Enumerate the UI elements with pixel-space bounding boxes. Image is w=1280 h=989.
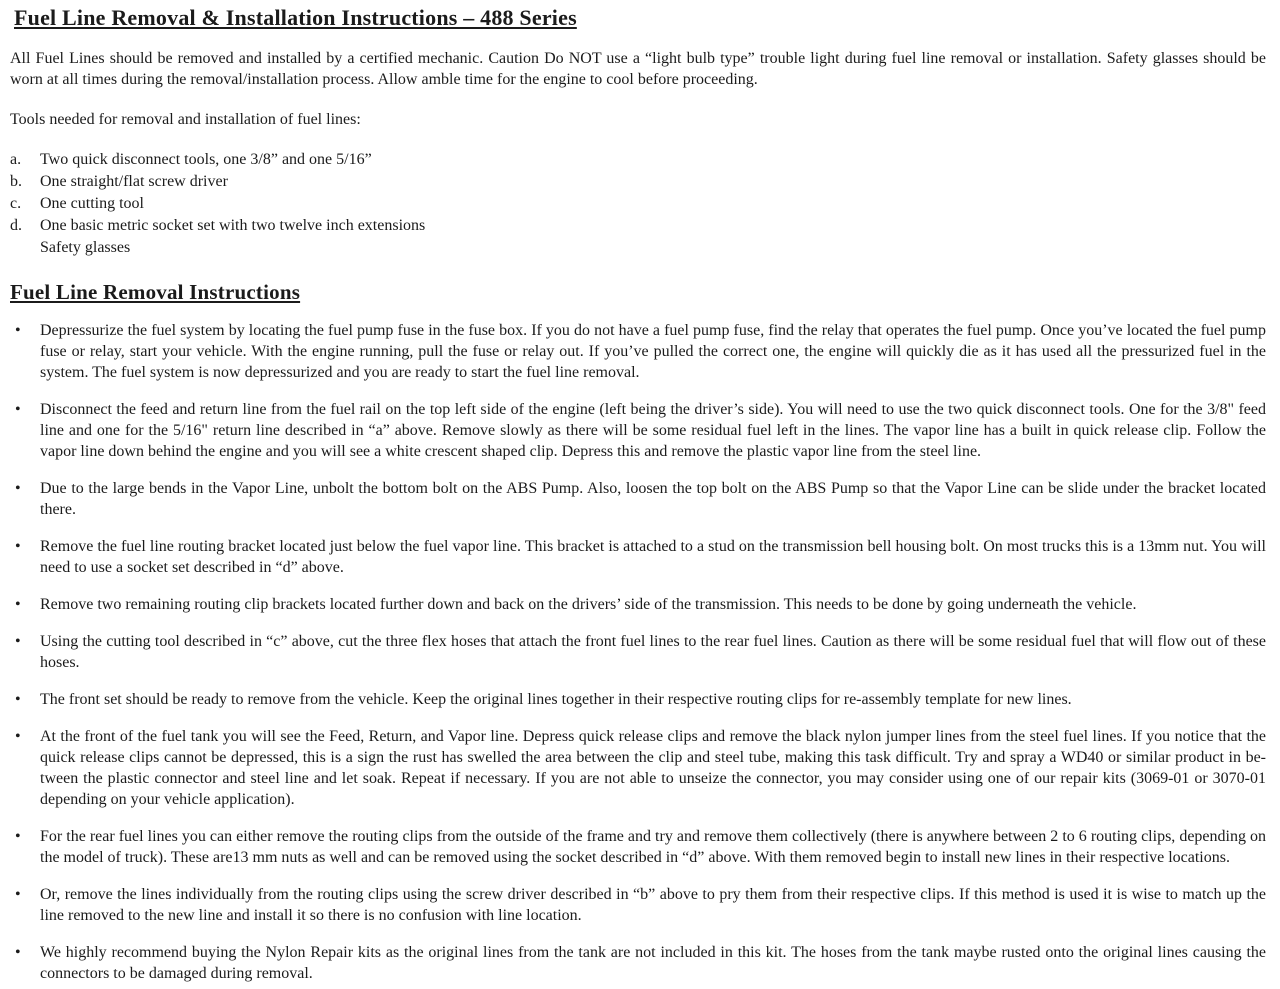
list-item — [10, 594, 1266, 615]
list-item — [10, 215, 1266, 236]
bullet-icon: • — [15, 728, 21, 745]
document-title: Fuel Line Removal & Installation Instructions – 488 Series — [14, 5, 577, 30]
tools-list — [10, 149, 1266, 258]
list-item — [10, 726, 1266, 810]
list-item — [10, 631, 1266, 673]
list-item — [10, 237, 1266, 258]
list-item-text: We highly recommend buying the Nylon Repair kits as the original lines from the tank are not included in this kit. The hoses from the tank maybe rusted onto the original lines causing the connectors to be damaged during removal. — [40, 944, 1266, 982]
list-item-text: Depressurize the fuel system by locating the fuel pump fuse in the fuse box. If you do not have a fuel pump fuse, find the relay that operates the fuel pump. Once you’ve located the fuel pump fuse or relay, start your vehicle. With the engine running, pull the fuse or relay out. If you’ve pulled the correct one, the engine will quickly die as it has used all the pressurized fuel in the system. The fuel system is now depressurized and you are ready to start the fuel line removal. — [40, 322, 1266, 381]
list-item-text: For the rear fuel lines you can either remove the routing clips from the outside of the frame and try and remove them collectively (there is anywhere between 2 to 6 routing clips, depending on the model of truck). These are13 mm nuts as well and can be removed using the socket described in “d” above. With them removed begin to install new lines in their respective locations. — [40, 828, 1266, 866]
bullet-icon: • — [15, 828, 21, 845]
list-item — [10, 884, 1266, 926]
list-item-marker: d. — [10, 217, 22, 234]
list-item-text: One cutting tool — [40, 195, 144, 212]
bullet-icon: • — [15, 322, 21, 339]
bullet-icon: • — [15, 691, 21, 708]
list-item-text: One straight/flat screw driver — [40, 173, 228, 190]
list-item — [10, 536, 1266, 578]
bullet-icon: • — [15, 633, 21, 650]
bullet-icon: • — [15, 944, 21, 961]
list-item-text: The front set should be ready to remove from the vehicle. Keep the original lines together in their respective routing clips for re-assembly template for new lines. — [40, 691, 1072, 708]
section-heading-removal-instructions: Fuel Line Removal Instructions — [10, 280, 301, 304]
list-item-marker: c. — [10, 195, 22, 212]
bullet-icon: • — [15, 886, 21, 903]
bullet-icon: • — [15, 480, 21, 497]
list-item-marker — [10, 237, 40, 258]
list-item — [10, 320, 1266, 383]
list-item-marker: a. — [10, 151, 22, 168]
removal-instructions-list — [10, 320, 1266, 984]
list-item — [10, 478, 1266, 520]
list-item — [10, 942, 1266, 984]
bullet-icon: • — [15, 596, 21, 613]
list-item — [10, 171, 1266, 192]
list-item-text: Remove two remaining routing clip brackets located further down and back on the drivers’ side of the transmission. This needs to be done by going underneath the vehicle. — [40, 596, 1137, 613]
bullet-icon: • — [15, 538, 21, 555]
list-item-text: Due to the large bends in the Vapor Line, unbolt the bottom bolt on the ABS Pump. Also, loosen the top bolt on the ABS Pump so that the Vapor Line can be slide under the bracket located there. — [40, 480, 1266, 518]
list-item-text: Remove the fuel line routing bracket located just below the fuel vapor line. This bracket is attached to a stud on the transmission bell housing bolt. On most trucks this is a 13mm nut. You will need to use a socket set described in “d” above. — [40, 538, 1266, 576]
list-item — [10, 399, 1266, 462]
list-item — [10, 193, 1266, 214]
intro-paragraph: All Fuel Lines should be removed and installed by a certified mechanic. Caution Do NOT use a “light bulb type” trouble light during fuel line removal or installation. Safety glasses should be worn at all times during the removal/installation process. Allow amble time for the engine to cool before proceeding. — [10, 50, 1266, 88]
bullet-icon: • — [15, 401, 21, 418]
list-item-text: Or, remove the lines individually from the routing clips using the screw driver described in “b” above to pry them from their respective clips. If this method is used it is wise to match up the line removed to the new line and install it so there is no confusion with line location. — [40, 886, 1266, 924]
tools-intro-paragraph: Tools needed for removal and installation of fuel lines: — [10, 111, 361, 128]
list-item — [10, 689, 1266, 710]
list-item-text: Two quick disconnect tools, one 3/8” and one 5/16” — [40, 151, 372, 168]
list-item — [10, 826, 1266, 868]
list-item-text: Safety glasses — [40, 239, 131, 256]
list-item-marker: b. — [10, 173, 22, 190]
list-item-text: Using the cutting tool described in “c” above, cut the three flex hoses that attach the front fuel lines to the rear fuel lines. Caution as there will be some residual fuel that will flow out of these hoses. — [40, 633, 1266, 671]
list-item-text: One basic metric socket set with two twelve inch extensions — [40, 217, 426, 234]
list-item-text: Disconnect the feed and return line from the fuel rail on the top left side of the engine (left being the driver’s side). You will need to use the two quick disconnect tools. One for the 3/8" feed line and one for the 5/16" return line described in “a” above. Remove slowly as there will be some residual fuel left in the lines. The vapor line has a built in quick release clip. Follow the vapor line down behind the engine and you will see a white crescent shaped clip. Depress this and remove the plastic vapor line from the steel line. — [40, 401, 1266, 460]
list-item — [10, 149, 1266, 170]
list-item-text: At the front of the fuel tank you will see the Feed, Return, and Vapor line. Depress quick release clips and remove the black nylon jumper lines from the steel fuel lines. If you notice that the quick release clips cannot be depressed, this is a sign the rust has swelled the area between the clip and steel tube, making this task difficult. Try and spray a WD40 or similar product in be-tween the plastic connector and steel line and let soak. Repeat if necessary. If you are not able to unseize the connector, you may consider using one of our repair kits (3069-01 or 3070-01 depending on your vehicle application). — [40, 728, 1266, 808]
